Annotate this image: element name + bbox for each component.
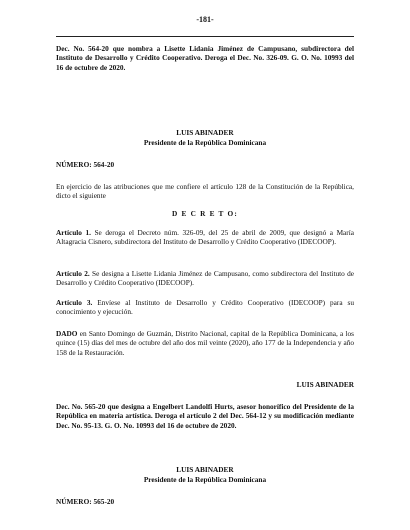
article-3-label: Artículo 3. (56, 298, 93, 307)
article-1-label: Artículo 1. (56, 228, 91, 237)
header-rule (56, 36, 354, 37)
decree-564-article-3 (56, 298, 354, 317)
decree-564-president-name: LUIS ABINADER (176, 128, 234, 137)
decree-564-article-2 (56, 269, 354, 288)
article-2-text: Se designa a Lisette Lidania Jiménez de Campusano, como subdirectora del Instituto de Desarrollo y Crédito Cooperativo (IDECOOP). (56, 269, 354, 288)
decree-564-heading: D E C R E T O: (172, 209, 238, 218)
decree-564-signature: LUIS ABINADER (296, 380, 354, 389)
article-3-text: Envíese al Instituto de Desarrollo y Crédito Cooperativo (IDECOOP) para su conocimiento y ejecución. (56, 298, 354, 317)
decree-565-number: NÚMERO: 565-20 (56, 497, 115, 506)
decree-564-dado (56, 329, 354, 357)
dado-label: DADO (56, 329, 78, 338)
article-1-text: Se deroga el Decreto núm. 326-09, del 25 de abril de 2009, que designó a María Altagracia Cisnero, subdirectora del Instituto de Desarrollo y Crédito Cooperativo (IDECOOP). (56, 228, 354, 247)
decree-564-president-title: Presidente de la República Dominicana (143, 138, 267, 147)
decree-565-summary: Dec. No. 565-20 que designa a Engelbert Landolfi Hurts, asesor honorífico del Presidente de la República en materia artística. Deroga el artículo 2 del Dec. 564-12 y su modificación mediante Dec. No. 95-13. G. O. No. 10993 del 16 de octubre de 2020. (56, 402, 354, 430)
decree-564-article-1 (56, 228, 354, 247)
decree-564-number: NÚMERO: 564-20 (56, 160, 115, 169)
decree-565-president-name: LUIS ABINADER (176, 465, 234, 474)
decree-564-summary: Dec. No. 564-20 que nombra a Lisette Lidania Jiménez de Campusano, subdirectora del Instituto de Desarrollo y Crédito Cooperativo. Deroga el Dec. No. 326-09. G. O. No. 10993 del 16 de octubre de 2020. (56, 44, 354, 72)
decree-564-preamble: En ejercicio de las atribuciones que me confiere el artículo 128 de la Constitución de la República, dicto el siguiente (56, 182, 354, 201)
decree-565-president-title: Presidente de la República Dominicana (143, 475, 267, 484)
article-2-label: Artículo 2. (56, 269, 90, 278)
dado-text: en Santo Domingo de Guzmán, Distrito Nacional, capital de la República Dominicana, a los quince (15) días del mes de octubre del año dos mil veinte (2020), año 177 de la Independencia y año 158 de la Restauración. (56, 329, 355, 357)
page-number: -181- (196, 15, 214, 24)
